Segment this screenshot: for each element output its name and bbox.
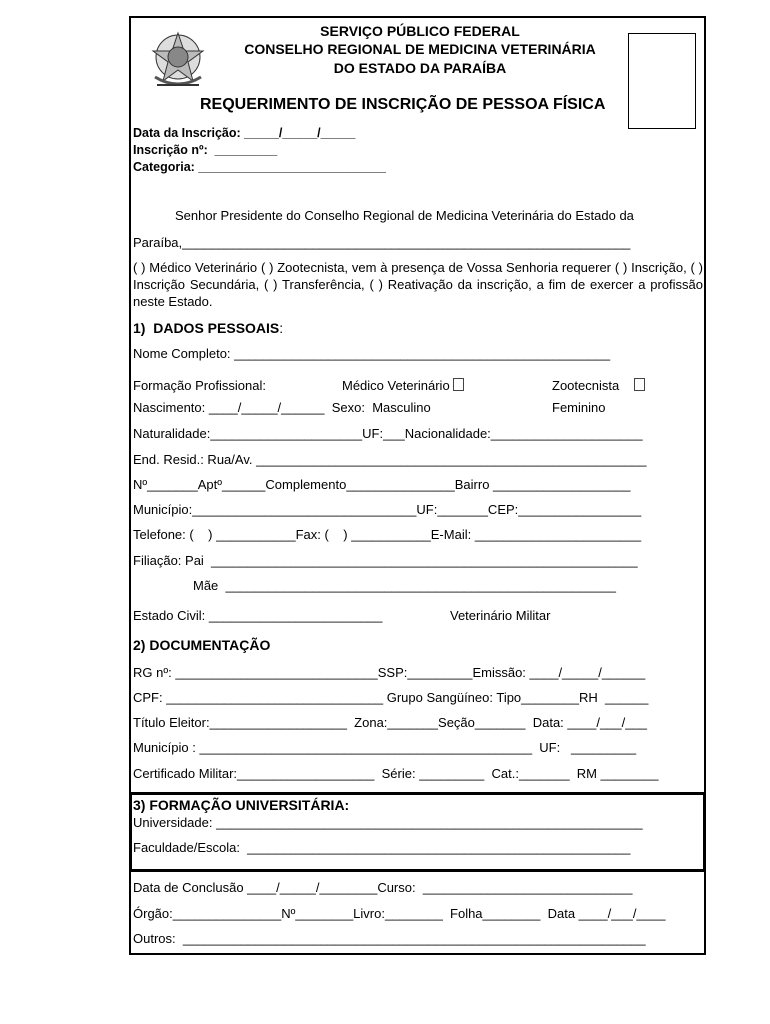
feminino-option[interactable]: Feminino [552,400,606,415]
titulo-eleitor-field[interactable]: Título Eleitor:___________________ Zona:_______Seção_______ Data: ____/___/___ [133,715,647,730]
nome-completo-field[interactable]: Nome Completo: ____________________________________________________ [133,346,611,361]
telefone-field[interactable]: Telefone: ( ) ___________Fax: ( ) ___________E-Mail: _______________________ [133,527,642,542]
rg-field[interactable]: RG nº: ____________________________SSP:_________Emissão: ____/_____/______ [133,665,646,680]
section-2-heading: 2) DOCUMENTAÇÃO [133,637,271,653]
zootecnista-option[interactable] [552,378,645,393]
inscricao-no-field[interactable]: Inscrição nº: _________ [133,143,278,157]
intro-paragraph-1: Senhor Presidente do Conselho Regional de Medicina Veterinária do Estado da [175,208,634,223]
municipio-doc-field[interactable]: Município : ______________________________________________ UF: _________ [133,740,637,755]
section-1-heading [133,320,283,336]
header-line-1: SERVIÇO PÚBLICO FEDERAL [320,23,520,39]
form-title: REQUERIMENTO DE INSCRIÇÃO DE PESSOA FÍSICA [200,96,606,113]
medico-label: Médico Veterinário [342,378,450,393]
section-3-heading: 3) FORMAÇÃO UNIVERSITÁRIA: [133,797,350,813]
naturalidade-field[interactable]: Naturalidade:_____________________UF:___Nacionalidade:_____________________ [133,426,643,441]
filiacao-mae-field[interactable]: Mãe ______________________________________________________ [193,578,616,593]
intro-paragraph-2: ( ) Médico Veterinário ( ) Zootecnista, vem à presença de Vossa Senhoria requerer ( ) Inscrição, ( ) Inscrição Secundária, ( ) Transferência, ( ) Reativação da inscrição, a fim de exercer a profissão neste Estado. [133,260,703,309]
numero-field[interactable]: Nº_______Aptº______Complemento_______________Bairro ___________________ [133,477,631,492]
universidade-field[interactable]: Universidade: ___________________________________________________________ [133,815,643,830]
nascimento-field[interactable]: Nascimento: ____/_____/______ Sexo: Masculino [133,400,431,415]
outros-field[interactable]: Outros: ________________________________________________________________ [133,931,646,946]
medico-checkbox[interactable] [453,378,464,391]
certificado-militar-field[interactable]: Certificado Militar:___________________ Série: _________ Cat.:_______ RM ________ [133,766,659,781]
section-1-colon: : [279,320,284,336]
medico-veterinario-option[interactable] [342,378,464,393]
zootecnista-checkbox[interactable] [634,378,645,391]
zootecnista-label: Zootecnista [552,378,620,393]
endereco-field[interactable]: End. Resid.: Rua/Av. ______________________________________________________ [133,452,647,467]
formacao-label: Formação Profissional: [133,378,266,393]
cpf-field[interactable]: CPF: ______________________________ Grupo Sangüíneo: Tipo________RH ______ [133,690,649,705]
estado-civil-field[interactable]: Estado Civil: ________________________ [133,608,383,623]
orgao-field[interactable]: Órgão:_______________Nº________Livro:________ Folha________ Data ____/___/____ [133,906,666,921]
filiacao-pai-field[interactable]: Filiação: Pai ___________________________________________________________ [133,553,638,568]
header-line-3: DO ESTADO DA PARAÍBA [333,60,507,76]
data-conclusao-field[interactable]: Data de Conclusão ____/_____/________Curso: _____________________________ [133,880,633,895]
faculdade-field[interactable]: Faculdade/Escola: _____________________________________________________ [133,840,631,855]
section-1-title: 1) DADOS PESSOAIS [133,320,280,336]
intro-paragraph-1b[interactable]: Paraíba,______________________________________________________________ [133,235,631,250]
categoria-field[interactable]: Categoria: ___________________________ [133,160,386,174]
veterinario-militar-label: Veterinário Militar [450,608,551,623]
municipio-field[interactable]: Município:_______________________________UF:_______CEP:_________________ [133,502,642,517]
data-inscricao-field[interactable]: Data da Inscrição: _____/_____/_____ [133,126,356,140]
header-line-2: CONSELHO REGIONAL DE MEDICINA VETERINÁRIA [244,41,596,57]
